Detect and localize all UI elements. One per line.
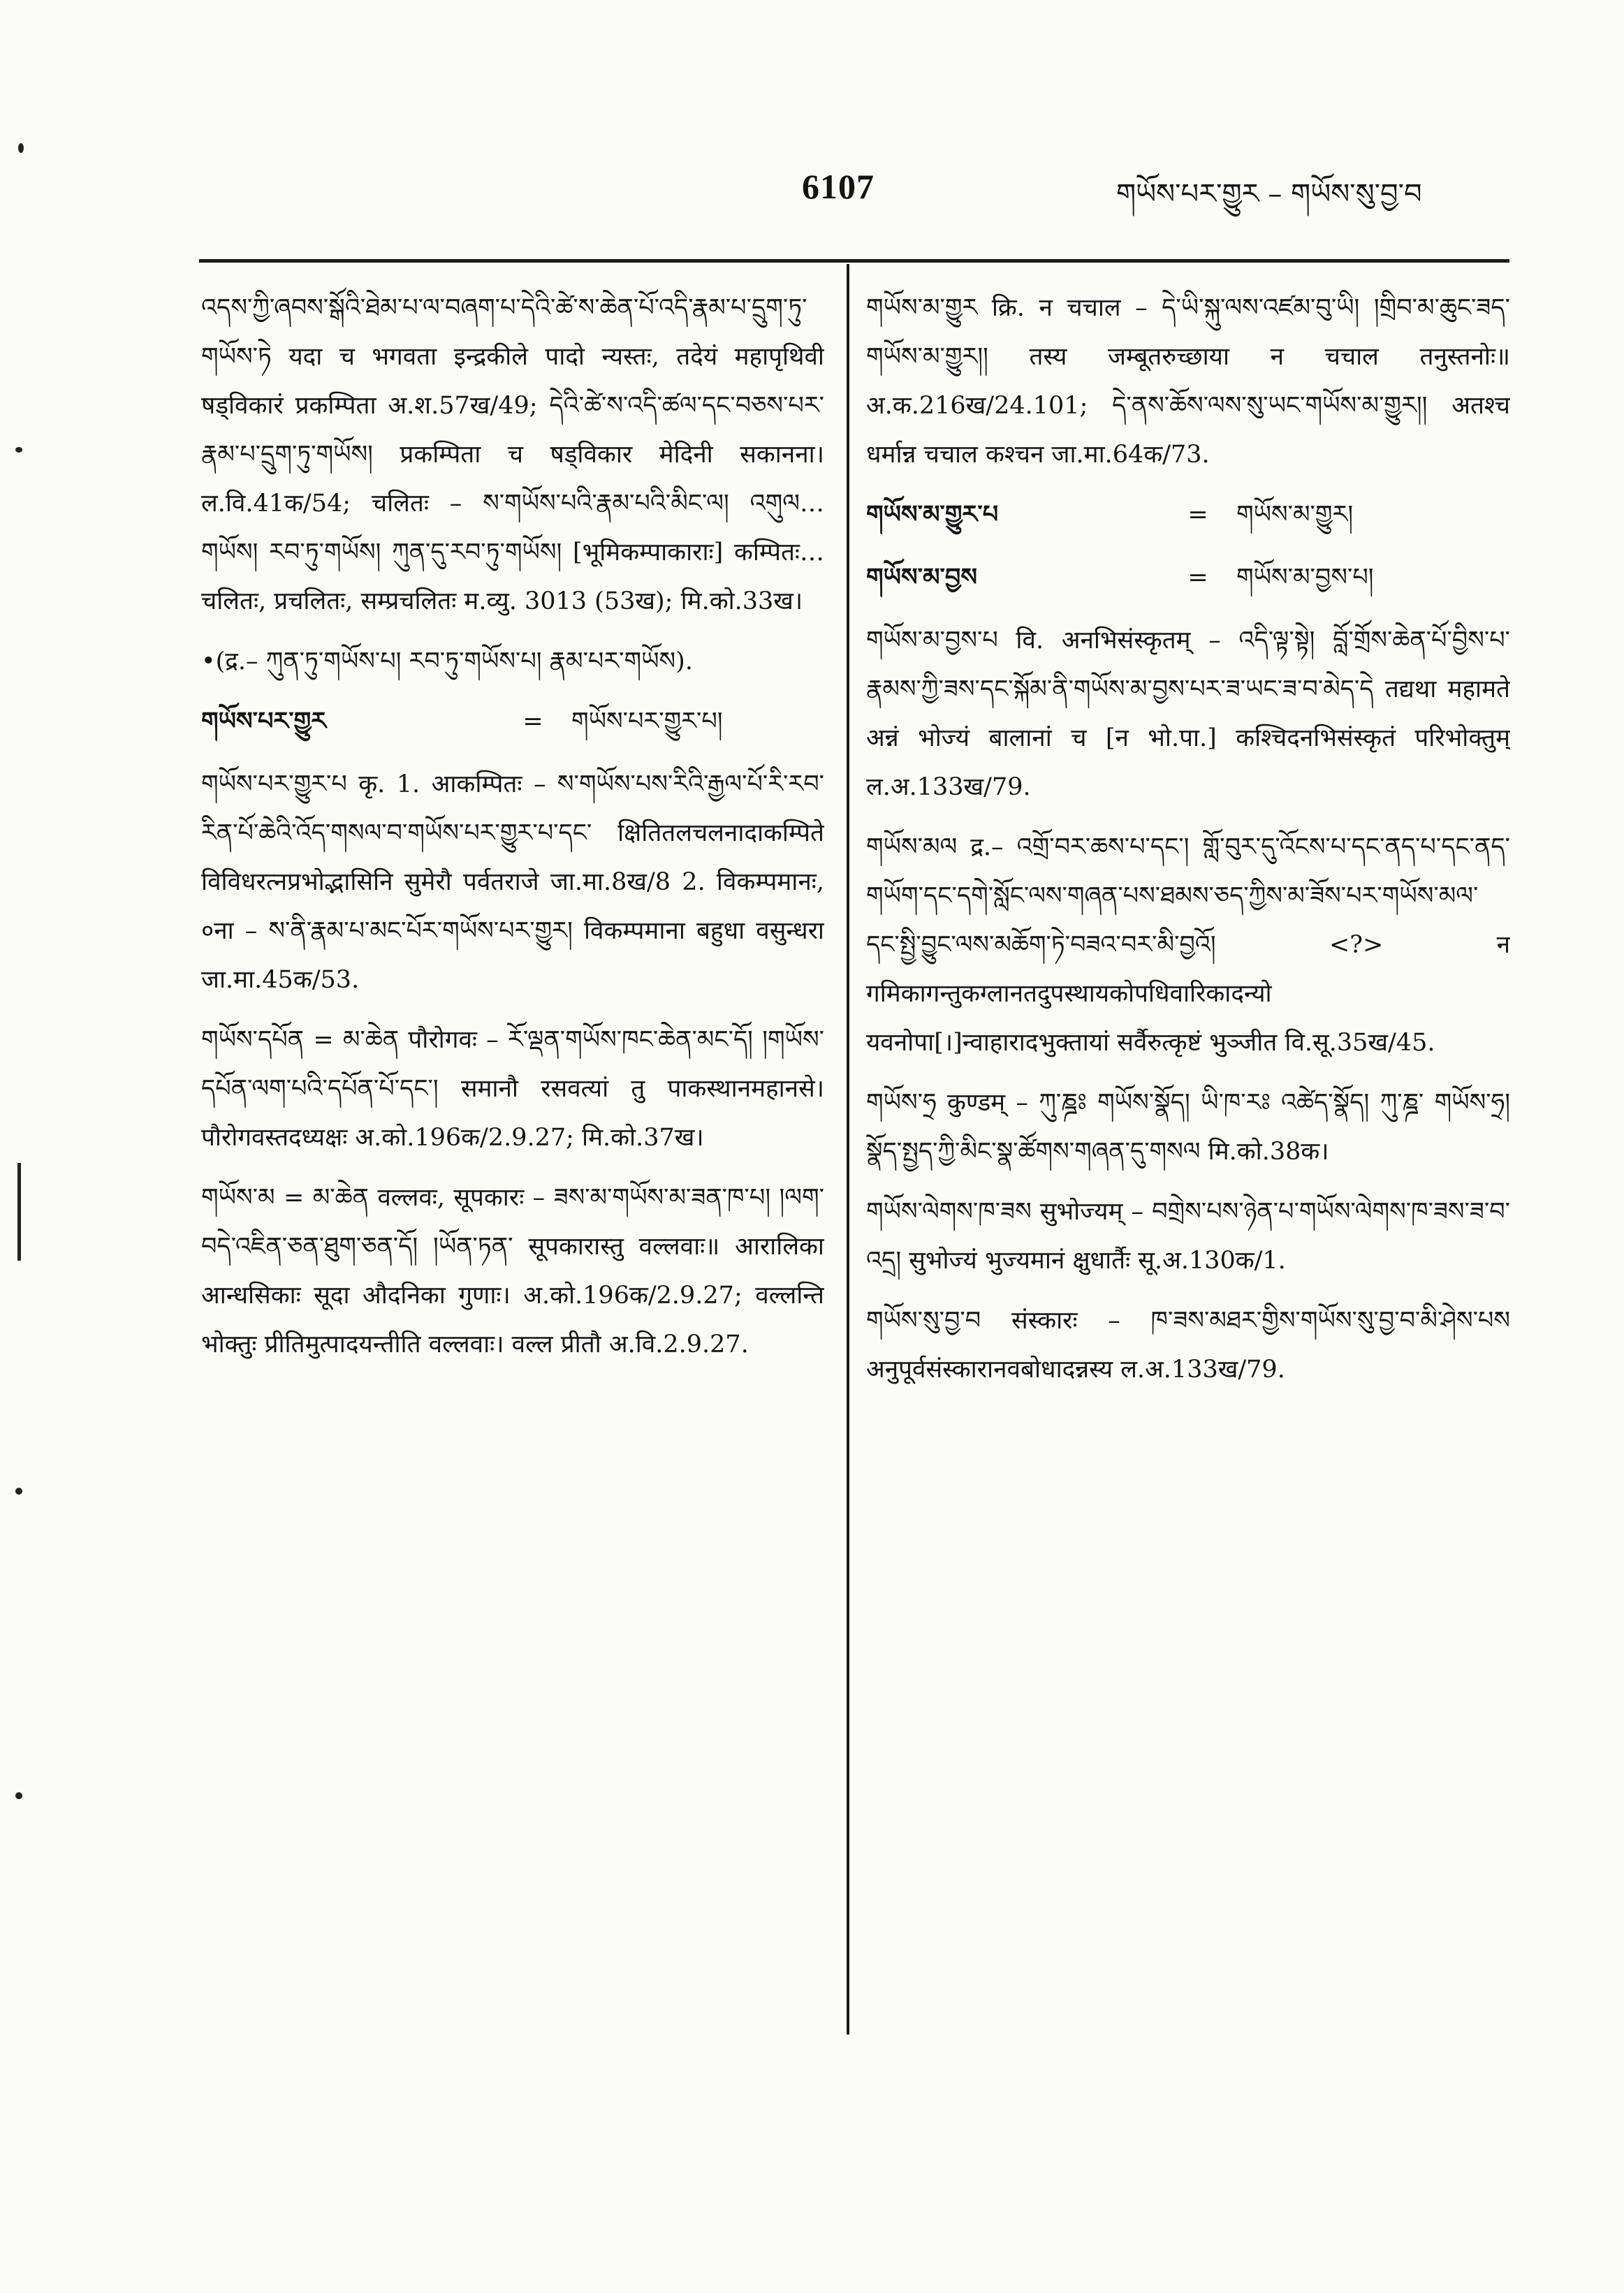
dictionary-entry: གཡོས་ཧྲ कुण्डम् – ཀུ་ཎྜཿ གཡོས་སྣོད། ཡི་ཁ་རཿ འཚེད་སྣོད། ཀུ་ཎྜ་ གཡོས་ཧྲ། སྣོད་སྤྱད་ཀྱི་མིང་སྣ་ཚོགས་གཞན་དུ་གསལ मि.को.38क। — [866, 1089, 1510, 1166]
equals-sign: = — [1187, 501, 1208, 529]
headword: གཡོས་མ་གྱུར་པ — [866, 500, 999, 529]
equivalence-entry — [866, 553, 1510, 602]
equivalent-term: གཡོས་མ་བྱས་པ། — [1236, 564, 1374, 592]
running-head: གཡོས་པར་གྱུར – གཡོས་སུ་བྱ་བ — [1116, 178, 1422, 210]
entry-continuation: འདས་ཀྱི་ཞབས་སྒོའི་ཐེམ་པ་ལ་བཞག་པ་དེའི་ཚེ་ས་ཆེན་པོ་འདི་རྣམ་པ་དྲུག་ཏུ་གཡོས་ཏེ यदा च भगवता इन्द्रकीले पादो न्यस्तः, तदेयं महापृथिवी षड्विकारं प्रकम्पिता अ.श.57ख/49; དེའི་ཚེ་ས་འདི་ཚལ་དང་བཅས་པར་རྣམ་པ་དྲུག་ཏུ་གཡོས། प्रकम्पिता च षड्विकार मेदिनी सकानना। ल.वि.41क/54; चलितः – ས་གཡོས་པའི་རྣམ་པའི་མིང་ལ། འགུལ…གཡོས། རབ་ཏུ་གཡོས། ཀུན་དུ་རབ་ཏུ་གཡོས། [भूमिकम्पाकाराः] कम्पितः… चलितः, प्रचलितः, सम्प्रचलितः म.व्यु. 3013 (53ख); मि.को.33ख। — [201, 294, 824, 615]
page-number: 6107 — [802, 167, 875, 206]
dictionary-entry: གཡོས་དཔོན = མ་ཆེན पौरोगवः – རོ་ལྡན་གཡོས་ཁང་ཆེན་མང་དོ། །གཡོས་དཔོན་ལག་པའི་དཔོན་པོ་དང་། समानौ रसवत्यां तु पाकस्थानमहानसे। पौरोगवस्तदध्यक्षः अ.को.196क/2.9.27; मि.को.37ख। — [201, 1026, 824, 1152]
equals-sign: = — [1187, 564, 1208, 592]
dictionary-entry: གཡོས་མལ द्र.– འགྲོ་བར་ཆས་པ་དང་། གློ་བུར་དུ་འོངས་པ་དང་ནད་པ་དང་ནད་གཡོག་དང་དགེ་སློང་ལས་གཞན་པས་ཐམས་ཅད་ཀྱིས་མ་ཟོས་པར་གཡོས་མལ་དང་སྤྱི་བྱུང་ལས་མཆོག་ཏེ་བཟའ་བར་མི་བྱའོ། <?> न गमिकागन्तुकग्लानतदुपस्थायकोपधिवारिकादन्यो यवनोपा[।]न्वाहारादभुक्तायां सर्वैरुत्कृष्टं भुञ्जीत वि.सू.35ख/45. — [866, 833, 1510, 1057]
equivalence-entry — [866, 490, 1510, 539]
dictionary-entry: གཡོས་མ་གྱུར क्रि. न चचाल – དེ་ཡི་སྐུ་ལས་འཛམ་བུ་ཡི། །གྲིབ་མ་ཆུང་ཟད་གཡོས་མ་གྱུར།། तस्य जम्बूतरुच्छाया न चचाल तनुस्तनोः॥ अ.क.216ख/24.101; དེ་ནས་ཆོས་ལས་སུ་ཡང་གཡོས་མ་གྱུར།། अतश्च धर्मान्न चचाल कश्चन जा.मा.64क/73. — [866, 294, 1510, 469]
equals-sign: = — [522, 708, 543, 735]
equivalent-term: གཡོས་པར་གྱུར་པ། — [571, 708, 723, 735]
equivalence-entry — [201, 697, 824, 746]
right-column — [866, 284, 1510, 2065]
dictionary-entry: གཡོས་མ་བྱས་པ वि. अनभिसंस्कृतम् – འདི་ལྟ་སྟེ། བློ་གྲོས་ཆེན་པོ་བྱིས་པ་རྣམས་ཀྱི་ཟས་དང་སྐོམ་ནི་གཡོས་མ་བྱས་པར་ཟ་ཡང་ཟ་བ་མེད་དེ तद्यथा महामते अन्नं भोज्यं बालानां च [न भो.पा.] कश्चिदनभिसंस्कृतं परिभोक्तुम् ल.अ.133ख/79. — [866, 627, 1510, 801]
margin-dot — [15, 447, 22, 453]
entry-crossref: •(द्र.– ཀུན་ཏུ་གཡོས་པ། རབ་ཏུ་གཡོས་པ། རྣམ་པར་གཡོས). — [201, 647, 693, 675]
dictionary-entry: གཡོས་སུ་བྱ་བ संस्कारः – ཁ་ཟས་མཐར་གྱིས་གཡོས་སུ་བྱ་བ་མི་ཤེས་པས अनुपूर्वसंस्कारानवबोधादन्नस्य ल.अ.133ख/79. — [866, 1307, 1510, 1384]
dictionary-entry: གཡོས་པར་གྱུར་པ कृ. 1. आकम्पितः – ས་གཡོས་པས་རིའི་རྒྱལ་པོ་རི་རབ་རིན་པོ་ཆེའི་འོད་གསལ་བ་གཡོས་པར་གྱུར་པ་དང་ क्षितितलचलनादाकम्पिते विविधरत्नप्रभोद्भासिनि सुमेरौ पर्वतराजे जा.मा.8ख/8 2. विकम्पमानः, ०ना – ས་ནི་རྣམ་པ་མང་པོར་གཡོས་པར་གྱུར། विकम्पमाना बहुधा वसुन्धरा जा.मा.45क/53. — [201, 770, 824, 994]
margin-bar — [17, 1163, 21, 1261]
margin-dot — [15, 1488, 22, 1495]
equivalent-term: གཡོས་མ་གྱུར། — [1236, 501, 1354, 529]
column-divider — [847, 264, 849, 2035]
dictionary-entry: གཡོས་ལེགས་ཁ་ཟས सुभोज्यम् – བགྲེས་པས་ཉེན་པ་གཡོས་ལེགས་ཁ་ཟས་ཟ་བ་འདྲ། सुभोज्यं भुज्यमानं क्षुधार्तैः सू.अ.130क/1. — [866, 1198, 1510, 1275]
margin-dot — [18, 143, 24, 153]
left-column — [201, 284, 824, 2065]
headword: གཡོས་མ་བྱས — [866, 563, 977, 592]
headword: གཡོས་པར་གྱུར — [201, 707, 327, 735]
header-rule — [199, 259, 1509, 263]
dictionary-entry: གཡོས་མ = མ་ཆེན वल्लवः, सूपकारः – ཟས་མ་གཡོས་མ་ཟན་ཁ་པ། །ལག་བདེ་འཇིན་ཅན་ཐུག་ཅན་དོ། །ཡོན་ཏན་ सूपकारास्तु वल्लवाः॥ आरालिका आन्धसिकाः सूदा औदनिका गुणाः। अ.को.196क/2.9.27; वल्लन्ति भोक्तुः प्रीतिमुत्पादयन्तीति वल्लवाः। वल्ल प्रीतौ अ.वि.2.9.27. — [201, 1184, 824, 1358]
margin-dot — [15, 1792, 22, 1799]
